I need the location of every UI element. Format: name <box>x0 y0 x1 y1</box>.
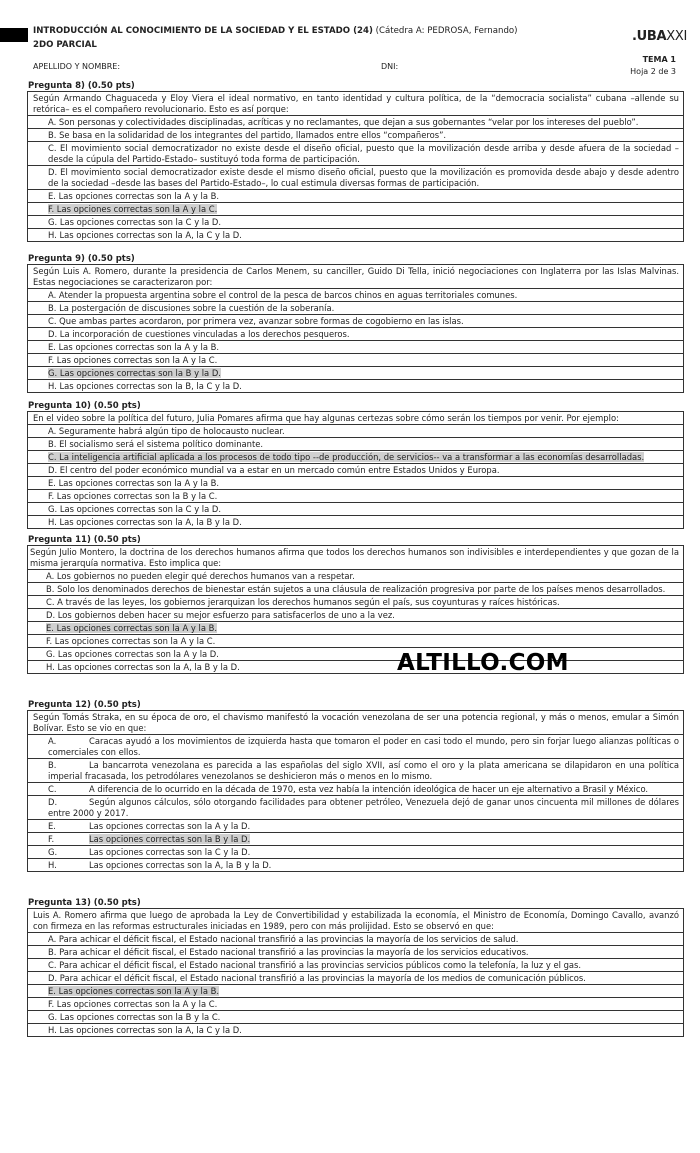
option-g-selected[interactable]: G. Las opciones correctas son la B y la D. <box>28 367 683 380</box>
altillo-watermark: ALTILLO.COM <box>397 650 569 676</box>
tema-label: TEMA 1 <box>642 55 676 64</box>
option-b[interactable]: B. El socialismo será el sistema político dominante. <box>28 438 683 451</box>
option-b[interactable]: B. Solo los denominados derechos de bienestar están sujetos a una cláusula de realización progresiva por parte de los países menos desarrollados. <box>28 583 683 596</box>
option-f[interactable]: F. Las opciones correctas son la B y la C. <box>28 490 683 503</box>
option-e[interactable]: E. Las opciones correctas son la A y la D. <box>28 820 683 833</box>
question-8 <box>27 81 684 242</box>
option-g[interactable]: G. Las opciones correctas son la C y la D. <box>28 503 683 516</box>
option-a[interactable]: A. Atender la propuesta argentina sobre el control de la pesca de barcos chinos en aguas territoriales comunes. <box>28 289 683 302</box>
option-h[interactable]: H. Las opciones correctas son la A, la B y la D. <box>48 517 242 527</box>
question-title: Pregunta 10) (0.50 pts) <box>28 401 141 411</box>
option-h[interactable]: H. Las opciones correctas son la A, la B y la D. <box>48 860 272 870</box>
page-number: Hoja 2 de 3 <box>630 67 676 76</box>
option-c[interactable]: C. El movimiento social democratizador no existe desde el diseño oficial, puesto que la movilización desde arriba y desde afuera de la sociedad –desde la cúpula del Partido-Estado– sustituyó toda forma de participación. <box>28 142 683 166</box>
question-stem: Según Tomás Straka, en su época de oro, el chavismo manifestó la vocación venezolana de ser una potencia regional, y más o menos, emular a Simón Bolívar. Esto se vio en que: <box>28 711 683 735</box>
question-stem: Luis A. Romero afirma que luego de aprobada la Ley de Convertibilidad y estabilizada la economía, el Ministro de Economía, Domingo Cavallo, avanzó con firmeza en las reformas estructurales iniciadas en 1989, pero con más prolijidad. Esto se observó en que: <box>28 909 683 933</box>
option-c-selected[interactable]: C. La inteligencia artificial aplicada a los procesos de todo tipo --de producción, de servicios-- va a transformar a las economías desarrolladas. <box>28 451 683 464</box>
question-title: Pregunta 11) (0.50 pts) <box>28 535 141 545</box>
option-d[interactable]: D. Para achicar el déficit fiscal, el Estado nacional transfirió a las provincias la mayoría de los medios de comunicación públicos. <box>28 972 683 985</box>
question-box <box>27 710 684 872</box>
option-h[interactable]: H. Las opciones correctas son la A, la C y la D. <box>48 230 242 240</box>
question-title: Pregunta 9) (0.50 pts) <box>28 254 135 264</box>
option-e[interactable]: E. Las opciones correctas son la A y la B. <box>28 190 683 203</box>
option-f[interactable]: F. Las opciones correctas son la A y la C. <box>28 354 683 367</box>
question-box <box>27 411 684 529</box>
question-title: Pregunta 12) (0.50 pts) <box>28 700 141 710</box>
option-d[interactable]: D. Según algunos cálculos, sólo otorgando facilidades para obtener petróleo, Venezuela dejó de ganar unos cincuenta mil millones de dólares entre 2000 y 2017. <box>28 796 683 820</box>
option-b[interactable]: B. La bancarrota venezolana es parecida a las españolas del siglo XVII, así como el oro y la plata americana se dilapidaron en una política imperial fracasada, los petrodólares venezolanos se deshicieron más o menos en lo mismo. <box>28 759 683 783</box>
option-a[interactable]: A. Son personas y colectividades disciplinadas, acríticas y no reclamantes, que dejan a sus gobernantes “velar por los intereses del pueblo”. <box>28 116 683 129</box>
option-f-selected[interactable]: F. Las opciones correctas son la A y la C. <box>28 203 683 216</box>
option-e-selected[interactable]: E. Las opciones correctas son la A y la B. <box>28 622 683 635</box>
option-f-selected[interactable]: F. Las opciones correctas son la B y la D. <box>28 833 683 846</box>
question-title: Pregunta 13) (0.50 pts) <box>28 898 141 908</box>
question-11 <box>27 535 684 674</box>
question-box <box>27 91 684 242</box>
option-g[interactable]: G. Las opciones correctas son la B y la C. <box>28 1011 683 1024</box>
question-stem: Según Armando Chaguaceda y Eloy Viera el ideal normativo, en tanto identidad y cultura política, de la “democracia socialista” cubana –allende su retórica– es el compañero revolucionario. Esto es así porque: <box>28 92 683 116</box>
question-12 <box>27 700 684 872</box>
option-f[interactable]: F. Las opciones correctas son la A y la C. <box>28 635 683 648</box>
option-d[interactable]: D. El movimiento social democratizador existe desde el mismo diseño oficial, puesto que la movilización es promovida desde abajo y desde adentro de la sociedad –desde las bases del Partido-Estado–, lo cual estimula diversas formas de participación. <box>28 166 683 190</box>
option-h[interactable]: H. Las opciones correctas son la A, la C y la D. <box>48 1025 242 1035</box>
option-e-selected[interactable]: E. Las opciones correctas son la A y la B. <box>28 985 683 998</box>
option-g[interactable]: G. Las opciones correctas son la C y la D. <box>28 216 683 229</box>
option-d[interactable]: D. El centro del poder económico mundial va a estar en un mercado común entre Estados Unidos y Europa. <box>28 464 683 477</box>
option-h[interactable]: H. Las opciones correctas son la B, la C y la D. <box>48 381 242 391</box>
option-a[interactable]: A. Caracas ayudó a los movimientos de izquierda hasta que tomaron el poder en casi todo el mundo, pero sin forjar luego alianzas políticas o comerciales con ellos. <box>28 735 683 759</box>
question-9 <box>27 254 684 393</box>
dni-label: DNI: <box>381 62 399 71</box>
course-title: INTRODUCCIÓN AL CONOCIMIENTO DE LA SOCIEDAD Y EL ESTADO (24) (Cátedra A: PEDROSA, Fernando) <box>33 26 518 36</box>
option-a[interactable]: A. Para achicar el déficit fiscal, el Estado nacional transfirió a las provincias la mayoría de los servicios de salud. <box>28 933 683 946</box>
question-stem: En el video sobre la política del futuro, Julia Pomares afirma que hay algunas certezas sobre cómo serán los tiempos por venir. Por ejemplo: <box>28 412 683 425</box>
option-b[interactable]: B. La postergación de discusiones sobre la cuestión de la soberanía. <box>28 302 683 315</box>
exam-subtitle: 2DO PARCIAL <box>33 40 97 50</box>
option-b[interactable]: B. Para achicar el déficit fiscal, el Estado nacional transfirió a las provincias la mayoría de los servicios educativos. <box>28 946 683 959</box>
option-f[interactable]: F. Las opciones correctas son la A y la C. <box>28 998 683 1011</box>
option-a[interactable]: A. Los gobiernos no pueden elegir qué derechos humanos van a respetar. <box>28 570 683 583</box>
option-d[interactable]: D. Los gobiernos deben hacer su mejor esfuerzo para satisfacerlos de uno a la vez. <box>28 609 683 622</box>
option-g[interactable]: G. Las opciones correctas son la C y la D. <box>28 846 683 859</box>
question-box <box>27 908 684 1037</box>
question-stem: Según Luis A. Romero, durante la presidencia de Carlos Menem, su canciller, Guido Di Tella, inició negociaciones con Inglaterra por las Islas Malvinas. Estas negociaciones se caracterizaron por: <box>28 265 683 289</box>
option-a[interactable]: A. Seguramente habrá algún tipo de holocausto nuclear. <box>28 425 683 438</box>
option-e[interactable]: E. Las opciones correctas son la A y la B. <box>28 341 683 354</box>
option-h[interactable]: H. Las opciones correctas son la A, la B y la D. <box>46 662 240 672</box>
black-tab-marker <box>0 28 28 42</box>
option-e[interactable]: E. Las opciones correctas son la A y la B. <box>28 477 683 490</box>
question-box <box>27 545 684 674</box>
name-label: APELLIDO Y NOMBRE: <box>33 62 121 71</box>
question-10 <box>27 401 684 529</box>
uba-xxi-logo: .UBAXXI <box>632 29 688 44</box>
option-g[interactable]: G. Las opciones correctas son la A y la D. <box>28 648 683 661</box>
option-c[interactable]: C. A diferencia de lo ocurrido en la década de 1970, esta vez había la intención ideológica de hacer un eje alternativo a Brasil y México. <box>28 783 683 796</box>
option-d[interactable]: D. La incorporación de cuestiones vinculadas a los derechos pesqueros. <box>28 328 683 341</box>
option-c[interactable]: C. A través de las leyes, los gobiernos jerarquizan los derechos humanos según el país, sus coyunturas y raíces históricas. <box>28 596 683 609</box>
option-c[interactable]: C. Que ambas partes acordaron, por primera vez, avanzar sobre formas de cogobierno en las islas. <box>28 315 683 328</box>
option-c[interactable]: C. Para achicar el déficit fiscal, el Estado nacional transfirió a las provincias servicios públicos como la telefonía, la luz y el gas. <box>28 959 683 972</box>
question-title: Pregunta 8) (0.50 pts) <box>28 81 135 91</box>
question-stem: Según Julio Montero, la doctrina de los derechos humanos afirma que todos los derechos humanos son indivisibles e interdependientes y que gozan de la misma jerarquía normativa. Esto implica que: <box>28 546 683 570</box>
question-13 <box>27 898 684 1037</box>
question-box <box>27 264 684 393</box>
option-b[interactable]: B. Se basa en la solidaridad de los integrantes del partido, llamados entre ellos “compañeros”. <box>28 129 683 142</box>
